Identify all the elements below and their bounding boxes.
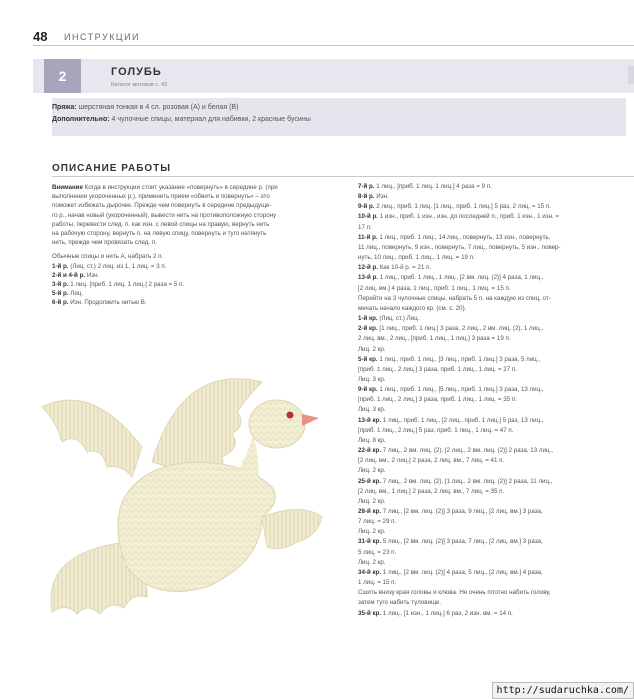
pattern-row [358, 324, 634, 334]
note-line: работы, перевести след. п. как изн. с левой спицы на правую, вернуть нить [52, 220, 270, 228]
row-text: Лиц. 2 кр. [358, 558, 386, 566]
yarn-text: шерстяная тонкая в 4 сл. розовая (A) и белая (B) [78, 104, 239, 111]
yarn-label: Пряжа: [52, 104, 77, 111]
pattern-row [358, 588, 634, 598]
pattern-row [358, 568, 634, 578]
extra-line [52, 116, 311, 123]
pattern-row [358, 233, 634, 243]
pattern-row [358, 294, 634, 304]
row-label: 9-й кр. [358, 386, 378, 394]
row-label: 5-й кр. [358, 355, 378, 363]
row-text: Лиц. 2 кр. [358, 497, 386, 505]
pattern-row [358, 537, 634, 547]
row-label: 22-й кр. [358, 447, 382, 455]
row-label: 1-й р. [52, 262, 69, 270]
pattern-row [358, 395, 634, 405]
pattern-row [52, 280, 352, 289]
row-text: 7 лиц., 2 вм. лиц. (2), [1 лиц., 2 вм. лиц. (2)] 2 раза, 11 лиц., [382, 477, 553, 485]
row-text: Изн. Продолжить нитью B. [70, 299, 147, 307]
note-paragraph [52, 183, 352, 247]
note-line: го р., начав новый (укороченный), вывести нить на противоположную сторону [52, 211, 277, 219]
left-row-list [52, 262, 352, 308]
pattern-row [52, 262, 352, 271]
row-text: 2 лиц. вм., 2 лиц., [приб. 1 лиц., 1 лиц.] 3 раза = 19 п. [358, 335, 511, 343]
row-text: 1 изн., приб. 1 изн., изн. до последней п., приб. 1 изн., 1 изн. = [379, 213, 560, 221]
row-text: 1 лиц., приб. 1 лиц., [3 лиц., приб. 1 лиц.] 3 раза, 5 лиц., [379, 355, 541, 363]
row-text: Изн. [376, 193, 389, 201]
dove-head [249, 400, 305, 448]
row-label: 5-й р. [52, 290, 69, 298]
pattern-row [358, 527, 634, 537]
row-label: 3-й р. [52, 281, 69, 289]
row-text: 1 лиц., приб. 1 лиц., [5 лиц., приб. 1 лиц.] 3 раза, 13 лиц., [379, 386, 544, 394]
pattern-row [358, 446, 634, 456]
pattern-row [358, 558, 634, 568]
row-text: [2 лиц. вм., 1 лиц.] 2 раза, 2 лиц. вм., 7 лиц. = 35 п. [358, 487, 505, 495]
row-text: (Лиц. ст.) 2 лиц. из 1, 1 лиц. = 3 п. [70, 262, 167, 270]
row-text: [2 лиц. вм., 2 лиц.] 2 раза, 2 лиц. вм., 7 лиц. = 41 п. [358, 457, 505, 465]
row-text: 11 лиц., повернуть, 9 изн., повернуть, 7 лиц., повернуть, 5 изн., повер- [358, 243, 561, 251]
left-column [52, 183, 352, 308]
row-text: 1 лиц., приб. 1 лиц., [2 лиц., приб. 1 лиц.] 5 раз, 13 лиц., [382, 416, 544, 424]
row-label: 13-й кр. [358, 416, 382, 424]
pattern-row [358, 355, 634, 365]
row-text: Лиц. 2 кр. [358, 528, 386, 536]
pattern-row [358, 385, 634, 395]
pattern-row [358, 487, 634, 497]
pattern-row [358, 609, 634, 619]
pattern-row [358, 365, 634, 375]
extra-label: Дополнительно: [52, 116, 110, 123]
pattern-row [358, 345, 634, 355]
knitted-dove-photo [32, 352, 332, 652]
row-text: затем туго набить туловище. [358, 599, 442, 607]
row-text: 1 лиц., приб. 1 лиц., 14 лиц., повернуть, 13 изн., повернуть, [379, 233, 551, 241]
pattern-title: ГОЛУБЬ [111, 66, 162, 78]
section-rule [52, 176, 634, 177]
row-text: (Лиц. ст.) Лиц. [379, 315, 420, 323]
row-text: 7 лиц. = 29 п. [358, 518, 397, 526]
row-label: 10-й р. [358, 213, 378, 221]
row-label: 31-й кр. [358, 538, 382, 546]
pattern-row [358, 405, 634, 415]
row-label: 2-й и 4-й р. [52, 271, 86, 279]
pattern-row [358, 598, 634, 608]
row-label: 25-й кр. [358, 477, 382, 485]
right-column [358, 182, 634, 619]
pattern-row [52, 289, 352, 298]
pattern-row [52, 298, 352, 307]
pattern-row [358, 375, 634, 385]
row-text: [приб. 1 лиц., 2 лиц.] 3 раза, приб. 1 лиц., 1 лиц. = 35 п. [358, 396, 517, 404]
footer-url[interactable]: http://sudaruchka.com/ [492, 682, 634, 699]
row-label: 11-й р. [358, 233, 378, 241]
pattern-row [358, 456, 634, 466]
extra-text: 4 чулочные спицы, материал для набивки, 2 красные бусины [111, 116, 311, 123]
row-text: Изн. [86, 271, 100, 279]
pattern-row [52, 271, 352, 280]
note-label: Внимание [52, 184, 83, 191]
row-text: Сшить внизу края головы и клюва. Не очень плотно набить голову, [358, 589, 551, 597]
row-label: 35-й кр. [358, 609, 382, 617]
pattern-row [358, 517, 634, 527]
section-label: ИНСТРУКЦИИ [64, 32, 141, 42]
row-text: 1 лиц., [2 вм. лиц. (2)] 4 раза, 5 лиц., [2 лиц. вм.] 4 раза, [382, 568, 543, 576]
pattern-row [358, 273, 634, 283]
row-label: 34-й кр. [358, 568, 382, 576]
pattern-row [358, 578, 634, 588]
row-text: мечать начало каждого кр. (см. с. 20). [358, 304, 467, 312]
row-text: Перейти на 3 чулочные спицы, набрать 5 п. на каждую из спиц, от- [358, 294, 551, 302]
materials-box [52, 98, 626, 136]
row-text: [2 лиц. вм.] 4 раза, 1 лиц., приб. 1 лиц., 1 лиц. = 15 п. [358, 284, 511, 292]
dove-neck [232, 432, 259, 492]
pattern-row [358, 314, 634, 324]
pattern-row [358, 263, 634, 273]
row-label: 28-й кр. [358, 508, 382, 515]
pattern-row [358, 243, 634, 253]
top-rule [33, 45, 634, 46]
note-line: поможет избежать дырочек. Прежде чем повернуть в середине предыдуще- [52, 202, 272, 210]
row-label: 7-й р. [358, 183, 375, 190]
pattern-row [358, 436, 634, 446]
note-line: выполнении укороченных р.), применить прием «обвить и повернуть» – это [52, 193, 270, 201]
row-text: 5 лиц. = 23 п. [358, 548, 397, 556]
back-wing [42, 400, 142, 477]
page-number: 48 [33, 29, 48, 44]
page-tab-edge [628, 66, 634, 84]
row-text: 7 лиц., 2 вм. лиц. (2), [2 лиц., 2 вм. лиц. (2)] 2 раза, 13 лиц., [382, 447, 553, 455]
pattern-row [358, 192, 634, 202]
pattern-row [358, 426, 634, 436]
note-line: нить, прежде чем провязать след. п. [52, 239, 157, 247]
row-label: 12-й р. [358, 264, 378, 272]
note-line: Когда в инструкции стоит указание «повернуть» в середине р. (при [84, 184, 278, 191]
row-text: Лиц. [70, 290, 84, 298]
yarn-line [52, 104, 238, 111]
row-label: 2-й кр. [358, 325, 378, 333]
row-text: 1 лиц., [1 изн., 1 лиц.] 6 раз, 2 изн. вм. = 14 п. [382, 609, 513, 617]
dove-beak [302, 414, 319, 426]
pattern-row [358, 212, 634, 222]
row-text: 17 п. [358, 223, 372, 231]
row-text: [приб. 1 лиц., 2 лиц.] 5 раз, приб. 1 лиц., 1 лиц. = 47 п. [358, 426, 514, 434]
pattern-row [358, 497, 634, 507]
row-text: Лиц. 3 кр. [358, 406, 386, 414]
pattern-row [358, 334, 634, 344]
pattern-row [358, 507, 634, 517]
row-text: Лиц. 8 кр. [358, 436, 386, 444]
lower-wing-frill [262, 510, 322, 549]
pattern-number-box: 2 [44, 59, 81, 93]
row-text: Как 10-й р. = 21 п. [379, 264, 432, 272]
row-text: Лиц. 2 кр. [358, 467, 386, 475]
row-text: 1 лиц., приб. 1 лиц., 1 лиц., [2 вм. лиц. (2)] 4 раза, 1 лиц., [379, 274, 544, 282]
pattern-row [358, 466, 634, 476]
pattern-row [358, 416, 634, 426]
pattern-row [358, 223, 634, 233]
pattern-reference: Каталог мотивов с. 42 [111, 82, 168, 88]
pattern-row [358, 202, 634, 212]
pattern-row [358, 253, 634, 263]
section-title: ОПИСАНИЕ РАБОТЫ [52, 163, 172, 174]
pattern-row [358, 182, 634, 192]
row-label: 8-й р. [358, 193, 375, 201]
row-text: 1 лиц. [приб. 1 лиц. 1 лиц.] 2 раза = 5 п. [70, 281, 185, 289]
row-label: 1-й кр. [358, 315, 378, 323]
pattern-row [358, 284, 634, 294]
row-label: 9-й р. [358, 203, 375, 211]
row-text: Лиц. 3 кр. [358, 375, 386, 383]
row-text: 7 лиц., [2 вм. лиц. (2)] 3 раза, 9 лиц., [2 лиц. вм.] 3 раза, [382, 508, 543, 515]
row-label: 13-й р. [358, 274, 378, 282]
dove-eye [287, 412, 294, 419]
row-label: 6-й р. [52, 299, 69, 307]
row-text: 1 лиц., [приб. 1 лиц. 1 лиц.] 4 раза = 9 п. [376, 183, 492, 190]
note-line: на рабочую сторону, вернуть п. на левую спицу, повернуть и туго натянуть [52, 230, 267, 238]
pattern-row [358, 548, 634, 558]
row-text: [1 лиц., приб. 1 лиц.] 3 раза, 2 лиц., 2 вм. лиц. (2), 1 лиц., [379, 325, 544, 333]
row-text: 1 лиц. = 15 п. [358, 579, 397, 587]
pattern-row [358, 477, 634, 487]
row-text: 2 лиц., приб. 1 лиц. [1 лиц., приб. 1 лиц.] 5 раз, 2 лиц. = 15 п. [376, 203, 551, 211]
row-text: нуть, 10 лиц., приб. 1 лиц., 1 лиц. = 19 п. [358, 254, 475, 262]
row-text: [приб. 1 лиц., 2 лиц.] 3 раза, приб. 1 лиц., 1 лиц. = 27 п. [358, 365, 517, 373]
pattern-row [358, 304, 634, 314]
row-text: Лиц. 2 кр. [358, 345, 386, 353]
intro-line: Обычные спицы и нить A, набрать 2 п. [52, 253, 164, 261]
row-text: 5 лиц., [2 вм. лиц. (2)] 3 раза, 7 лиц., [2 лиц. вм.] 3 раза, [382, 538, 543, 546]
